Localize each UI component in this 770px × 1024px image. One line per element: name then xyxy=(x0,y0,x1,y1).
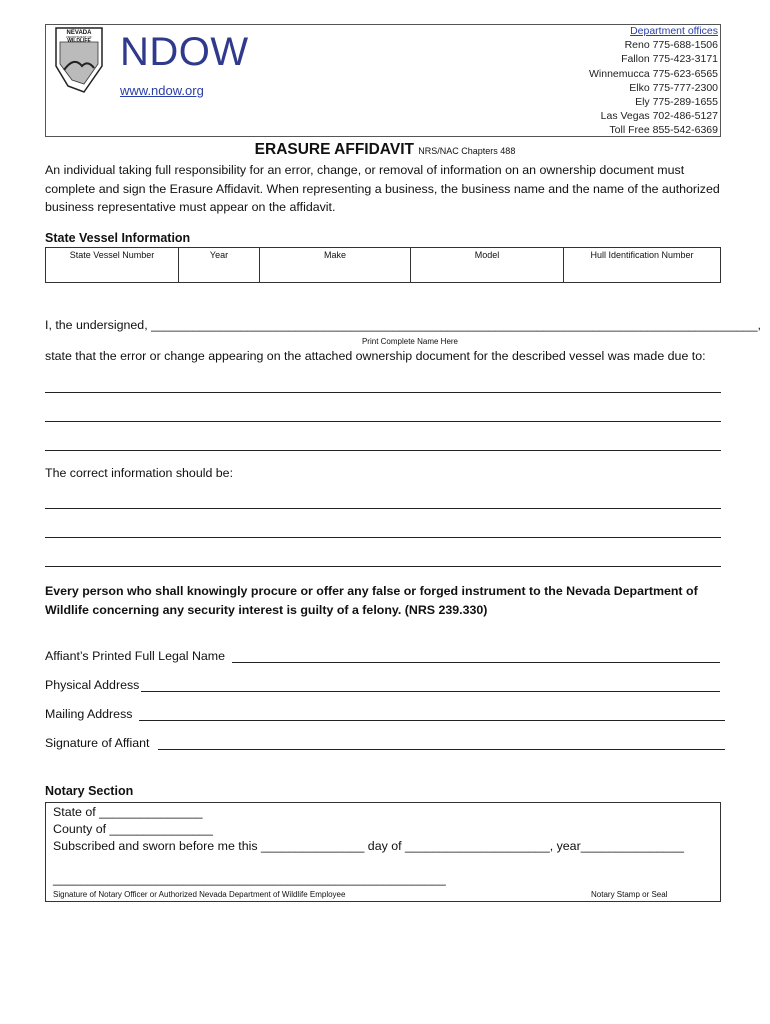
notary-signature-caption: Signature of Notary Officer or Authorized Nevada Department of Wildlife Employee xyxy=(53,890,346,899)
logo-text-top: NEVADA xyxy=(66,30,92,36)
notary-section-heading: Notary Section xyxy=(45,784,134,798)
vessel-table xyxy=(45,247,721,283)
notary-signature-field[interactable]: _________________________________________________________ xyxy=(53,872,446,886)
affiant-name-label: Affiant’s Printed Full Legal Name xyxy=(45,649,225,663)
undersigned-line xyxy=(45,318,761,332)
form-title-ref: NRS/NAC Chapters 488 xyxy=(418,146,516,156)
office-line: Ely 775-289-1655 xyxy=(635,96,718,109)
vessel-col-model[interactable]: Model xyxy=(411,248,564,283)
physical-address-field[interactable] xyxy=(141,691,720,692)
vessel-col-number[interactable]: State Vessel Number xyxy=(46,248,179,283)
undersigned-prefix: I, the undersigned, xyxy=(45,318,152,332)
correct-line-3[interactable] xyxy=(45,566,721,567)
error-statement: state that the error or change appearing on the attached ownership document for the described vessel was made due to: xyxy=(45,349,706,363)
office-line: Winnemucca 775-623-6565 xyxy=(589,67,718,80)
office-line: Reno 775-688-1506 xyxy=(624,39,718,52)
print-name-caption: Print Complete Name Here xyxy=(361,337,459,346)
vessel-col-make[interactable]: Make xyxy=(260,248,411,283)
mailing-address-field[interactable] xyxy=(139,720,725,721)
logo-text-mid: DEPARTMENT OF xyxy=(66,35,92,39)
office-line: Las Vegas 702-486-5127 xyxy=(600,110,718,123)
vessel-col-hull-id[interactable]: Hull Identification Number xyxy=(564,248,721,283)
office-line: Elko 775-777-2300 xyxy=(629,81,718,94)
affiant-signature-label: Signature of Affiant xyxy=(45,736,150,750)
notary-box xyxy=(45,802,721,902)
office-line: Fallon 775-423-3171 xyxy=(621,53,718,66)
reason-line-3[interactable] xyxy=(45,450,721,451)
vessel-col-year[interactable]: Year xyxy=(179,248,260,283)
logo-text-bot: WILDLIFE xyxy=(67,38,91,44)
reason-line-1[interactable] xyxy=(45,392,721,393)
form-title xyxy=(0,141,770,159)
vessel-section-heading: State Vessel Information xyxy=(45,231,191,245)
physical-address-label: Physical Address xyxy=(45,678,140,692)
notary-sworn-line[interactable]: Subscribed and sworn before me this _______________ day of _____________________, year_______________ xyxy=(53,839,685,853)
intro-paragraph: An individual taking full responsibility for an error, change, or removal of information on an ownership document must complete and sign the Erasure Affidavit. When representing a business, the business name and the name of the authorized business representative must appear on the affidavit. xyxy=(45,163,720,214)
undersigned-name-field[interactable]: ________________________________________________________________________________________, xyxy=(151,318,761,332)
felony-notice: Every person who shall knowingly procure or offer any false or forged instrument to the Nevada Department of Wildlife concerning any security interest is guilty of a felony. (NRS 239.330) xyxy=(45,584,698,617)
notary-stamp-label: Notary Stamp or Seal xyxy=(591,890,668,899)
ndow-logo xyxy=(54,26,104,94)
notary-county-field[interactable]: County of _______________ xyxy=(53,822,213,836)
website-link[interactable]: www.ndow.org xyxy=(120,83,204,98)
form-title-text: ERASURE AFFIDAVIT xyxy=(254,141,414,158)
affiant-name-field[interactable] xyxy=(232,662,720,663)
reason-line-2[interactable] xyxy=(45,421,721,422)
offices-title[interactable]: Department offices xyxy=(630,25,718,37)
mailing-address-label: Mailing Address xyxy=(45,707,133,721)
correct-line-1[interactable] xyxy=(45,508,721,509)
brand-title: NDOW xyxy=(120,30,249,74)
notary-state-field[interactable]: State of _______________ xyxy=(53,805,203,819)
affiant-signature-field[interactable] xyxy=(158,749,725,750)
office-list xyxy=(589,24,718,138)
office-line: Toll Free 855-542-6369 xyxy=(609,124,718,137)
correct-line-2[interactable] xyxy=(45,537,721,538)
correct-info-label: The correct information should be: xyxy=(45,466,234,480)
